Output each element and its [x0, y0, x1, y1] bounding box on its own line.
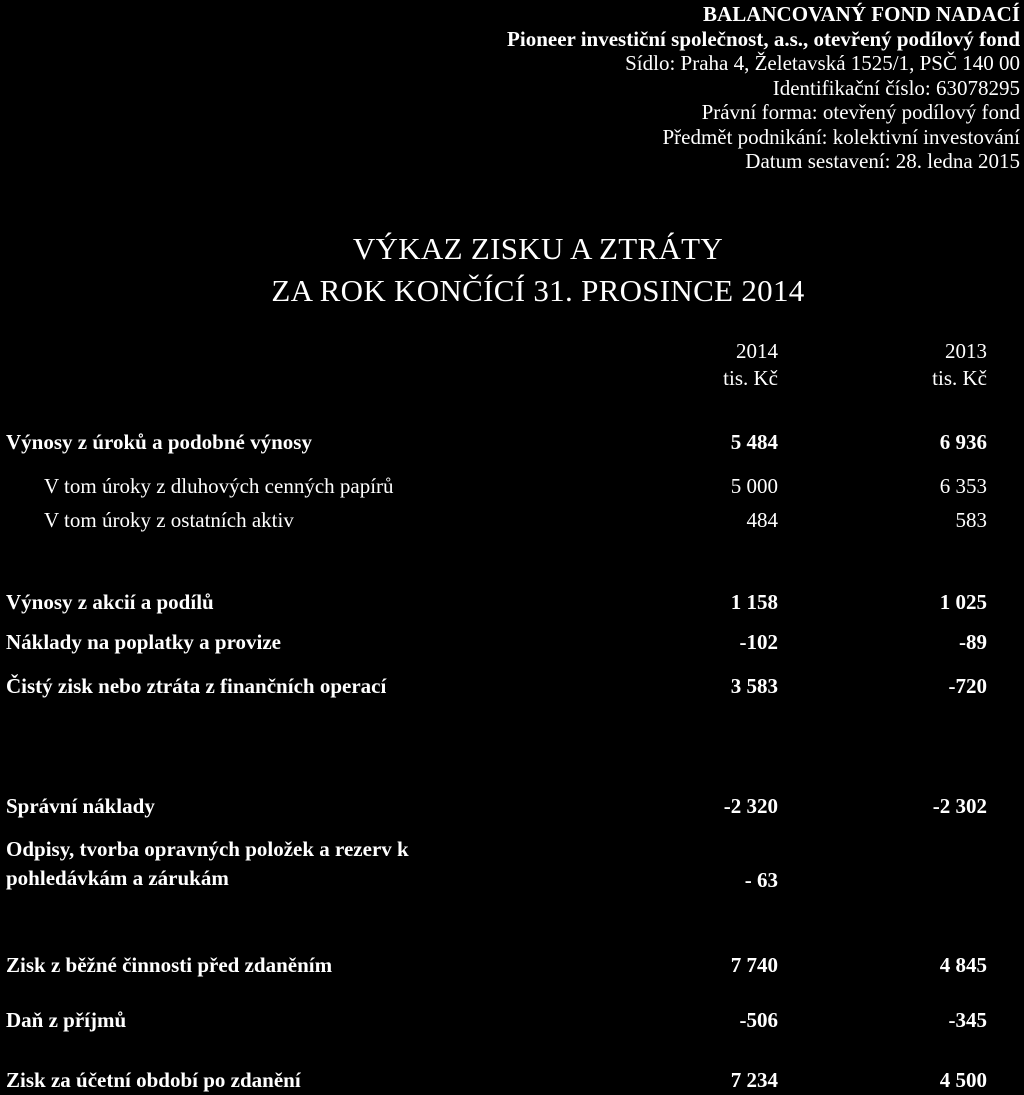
value-2014: - 63 [744, 868, 778, 892]
row-interest-debt-securities [0, 471, 1024, 501]
row-label: Výnosy z akcií a podílů [6, 590, 214, 614]
value-2013: 6 936 [939, 430, 987, 454]
registered-office: Sídlo: Praha 4, Želetavská 1525/1, PSČ 140 00 [625, 51, 1020, 75]
row-label: Čistý zisk nebo ztráta z finančních operací [6, 674, 387, 698]
company-header [507, 2, 1020, 174]
row-label: Výnosy z úroků a podobné výnosy [6, 430, 312, 454]
statement-title [0, 228, 1024, 312]
value-2014: 7 234 [730, 1068, 778, 1092]
compilation-date: Datum sestavení: 28. ledna 2015 [745, 149, 1020, 173]
row-label: Zisk z běžné činnosti před zdaněním [6, 953, 333, 977]
value-2013: 1 025 [939, 590, 987, 614]
value-2013: -89 [959, 630, 987, 654]
row-label: Zisk za účetní období po zdanění [6, 1068, 301, 1092]
value-2014: -102 [739, 630, 778, 654]
value-2014: 7 740 [730, 953, 778, 977]
column-unit: tis. Kč [723, 366, 778, 390]
row-label: V tom úroky z dluhových cenných papírů [44, 474, 394, 498]
row-label-line1: Odpisy, tvorba opravných položek a rezerv k [6, 837, 409, 861]
row-profit-before-tax [0, 950, 1024, 980]
row-fee-expenses [0, 627, 1024, 657]
column-year: 2014 [736, 339, 778, 363]
value-2013: 4 500 [939, 1068, 987, 1092]
company-name: Pioneer investiční společnost, a.s., otevřený podílový fond [507, 26, 1020, 51]
fund-name: BALANCOVANÝ FOND NADACÍ [703, 2, 1020, 26]
row-administrative-expenses [0, 791, 1024, 821]
identification-number: Identifikační číslo: 63078295 [772, 75, 1020, 100]
business-activity: Předmět podnikání: kolektivní investování [662, 124, 1020, 149]
value-2014: -506 [739, 1008, 778, 1032]
row-profit-after-tax [0, 1065, 1024, 1095]
row-income-tax [0, 1005, 1024, 1035]
row-financial-operations [0, 671, 1024, 701]
row-label-line2: pohledávkám a zárukám [6, 866, 229, 890]
row-depreciation-provisions [0, 835, 1024, 895]
column-header-2014 [723, 338, 778, 392]
statement-title-line1: VÝKAZ ZISKU A ZTRÁTY [352, 231, 724, 266]
value-2014: 1 158 [730, 590, 778, 614]
value-2013: 4 845 [939, 953, 987, 977]
value-2013: -2 302 [932, 794, 987, 818]
column-year: 2013 [945, 339, 987, 363]
value-2013: -345 [948, 1008, 987, 1032]
value-2014: 5 484 [730, 430, 778, 454]
value-2014: 3 583 [730, 674, 778, 698]
row-label: V tom úroky z ostatních aktiv [44, 508, 294, 532]
row-share-income [0, 587, 1024, 617]
row-label: Správní náklady [6, 794, 155, 818]
row-label: Náklady na poplatky a provize [6, 630, 281, 654]
legal-form: Právní forma: otevřený podílový fond [701, 100, 1020, 124]
column-unit: tis. Kč [932, 366, 987, 390]
row-label [6, 835, 506, 893]
value-2013: 6 353 [939, 474, 987, 498]
value-2013: 583 [955, 508, 987, 532]
value-2014: 484 [746, 508, 778, 532]
value-2014: -2 320 [723, 794, 778, 818]
value-2013: -720 [948, 674, 987, 698]
statement-title-line2: ZA ROK KONČÍCÍ 31. PROSINCE 2014 [271, 273, 805, 308]
column-header-2013 [932, 338, 987, 392]
row-interest-other-assets [0, 505, 1024, 535]
value-2014: 5 000 [730, 474, 778, 498]
row-label: Daň z příjmů [6, 1008, 127, 1032]
row-interest-income [0, 427, 1024, 457]
